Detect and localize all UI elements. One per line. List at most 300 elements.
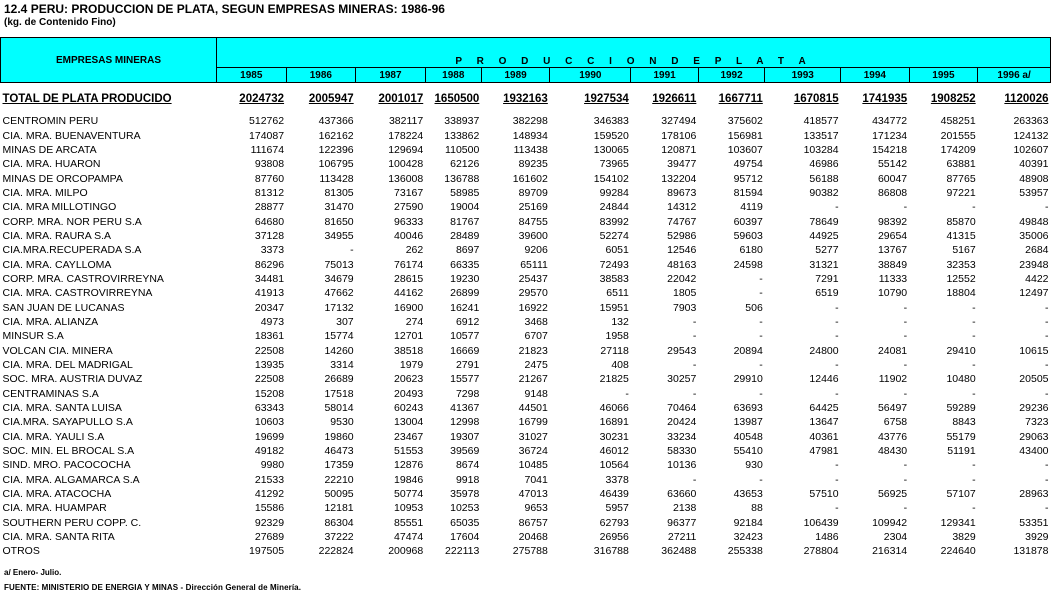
production-value: 22508 — [254, 344, 285, 357]
production-value: 16799 — [518, 416, 548, 429]
production-value: 40548 — [733, 430, 763, 443]
table-row — [1, 430, 1051, 444]
production-value: 28489 — [450, 229, 480, 242]
production-value: 161602 — [512, 172, 548, 185]
production-value: 46066 — [599, 402, 629, 415]
company-name: CENTRAMINAS S.A — [2, 387, 99, 400]
table-row — [1, 214, 1051, 228]
production-value: 434772 — [872, 115, 908, 128]
production-value: 81650 — [324, 215, 354, 228]
production-value: 3378 — [605, 473, 629, 486]
production-value: 48163 — [667, 258, 697, 271]
production-value: 327494 — [661, 115, 697, 128]
production-value: - — [759, 473, 763, 486]
total-value: 2001017 — [378, 93, 424, 105]
production-value: 16891 — [599, 416, 629, 429]
production-value: 4973 — [260, 315, 285, 328]
production-value: 74767 — [667, 215, 697, 228]
year-header: 1990 — [550, 68, 631, 83]
production-value: 2138 — [672, 502, 697, 515]
production-value: 46439 — [599, 488, 629, 501]
production-value: 224640 — [940, 545, 976, 558]
production-value: 57510 — [809, 488, 839, 501]
production-value: - — [835, 459, 839, 472]
production-value: 26956 — [599, 531, 629, 544]
table-row — [1, 344, 1051, 358]
production-value: 52274 — [599, 229, 629, 242]
company-name: CIA. MRA. DEL MADRIGAL — [2, 359, 133, 372]
production-value: 43400 — [1019, 445, 1049, 458]
production-value: 27211 — [667, 531, 697, 544]
production-value: 106439 — [803, 516, 839, 529]
production-value: 21533 — [254, 473, 285, 486]
company-name: MINAS DE ORCOPAMPA — [2, 172, 123, 185]
source-note: FUENTE: MINISTERIO DE ENERGIA Y MINAS - Dirección General de Minería. — [4, 583, 302, 592]
company-name: CIA. MRA. ALIANZA — [2, 315, 99, 328]
production-value: 48908 — [1019, 172, 1049, 185]
year-header: 1985 — [217, 68, 287, 83]
production-value: 23948 — [1019, 258, 1049, 271]
production-value: - — [692, 473, 697, 486]
production-value: 37222 — [324, 531, 354, 544]
production-value: 263363 — [1013, 115, 1049, 128]
production-value: 98392 — [877, 215, 908, 228]
production-value: 20468 — [518, 531, 548, 544]
company-name: CORP. MRA. NOR PERU S.A — [2, 215, 142, 228]
production-value: 62126 — [450, 158, 480, 171]
production-value: 56497 — [877, 402, 908, 415]
total-value: 1741935 — [862, 93, 908, 105]
year-header: 1995 — [909, 68, 978, 83]
production-value: 375602 — [727, 115, 763, 128]
company-name: CIA. MRA. MILPO — [2, 186, 88, 199]
production-value: 7903 — [672, 301, 697, 314]
production-value: 28615 — [394, 272, 424, 285]
production-value: 110500 — [445, 143, 480, 156]
production-value: 106795 — [318, 158, 354, 171]
production-value: 35978 — [450, 488, 480, 501]
company-name: MINAS DE ARCATA — [2, 143, 97, 156]
production-value: 22210 — [324, 473, 354, 486]
production-value: 7298 — [455, 387, 480, 400]
production-value: 1805 — [672, 287, 697, 300]
production-value: - — [692, 359, 697, 372]
production-value: 59603 — [733, 229, 763, 242]
production-value: - — [972, 459, 976, 472]
production-value: 24081 — [877, 344, 908, 357]
production-value: 58985 — [450, 186, 480, 199]
production-value: 24800 — [809, 344, 839, 357]
production-value: 46986 — [809, 158, 839, 171]
production-value: 136788 — [444, 172, 480, 185]
production-value: 86304 — [324, 516, 354, 529]
production-value: 73965 — [599, 158, 629, 171]
production-value: 129694 — [388, 143, 424, 156]
production-value: 3829 — [952, 531, 976, 544]
production-value: 113428 — [319, 172, 354, 185]
production-value: 84755 — [518, 215, 548, 228]
production-value: 132 — [611, 315, 629, 328]
production-value: 307 — [336, 315, 354, 328]
production-value: 88 — [751, 502, 763, 515]
production-value: 47474 — [394, 531, 424, 544]
company-name: SOC. MRA. AUSTRIA DUVAZ — [2, 373, 143, 386]
production-value: 34481 — [254, 272, 285, 285]
production-value: - — [759, 359, 763, 372]
production-value: - — [835, 301, 839, 314]
production-value: 55410 — [733, 445, 763, 458]
production-value: 10485 — [518, 459, 548, 472]
table-row — [1, 444, 1051, 458]
table-row — [1, 300, 1051, 314]
production-value: 65111 — [520, 258, 548, 271]
production-value: 24844 — [599, 201, 629, 214]
production-value: 162162 — [318, 129, 354, 142]
company-name: VOLCAN CIA. MINERA — [2, 344, 113, 357]
production-value: 362488 — [661, 545, 697, 558]
production-value: - — [835, 387, 839, 400]
production-value: - — [759, 287, 763, 300]
production-value: 130065 — [593, 143, 629, 156]
production-value: 23467 — [394, 430, 424, 443]
production-value: 51191 — [947, 445, 976, 458]
production-value: 21267 — [518, 373, 548, 386]
production-value: - — [972, 359, 976, 372]
year-header: 1988 — [425, 68, 481, 83]
table-row — [1, 501, 1051, 515]
table-row — [1, 401, 1051, 415]
production-value: 36724 — [518, 445, 548, 458]
table-row — [1, 387, 1051, 401]
production-value: 29910 — [733, 373, 763, 386]
table-row — [1, 114, 1051, 128]
production-value: 52986 — [667, 229, 697, 242]
production-value: 10603 — [254, 416, 285, 429]
production-value: 62793 — [599, 516, 629, 529]
production-value: 44925 — [809, 229, 839, 242]
production-value: 27689 — [254, 531, 285, 544]
production-value: 29570 — [518, 287, 548, 300]
production-value: 35006 — [1019, 229, 1049, 242]
production-value: 81767 — [450, 215, 480, 228]
production-value: 6180 — [739, 244, 763, 257]
production-value: 11333 — [878, 272, 908, 285]
production-value: 58330 — [667, 445, 697, 458]
production-value: 76174 — [394, 258, 424, 271]
production-value: - — [903, 301, 908, 314]
table-row — [1, 257, 1051, 271]
production-value: 13004 — [394, 416, 424, 429]
production-value: 72493 — [599, 258, 629, 271]
total-value: 2024732 — [239, 93, 285, 105]
production-value: 8697 — [455, 244, 480, 257]
production-value: 44501 — [518, 402, 548, 415]
production-value: 5957 — [605, 502, 629, 515]
production-value: 2684 — [1025, 244, 1049, 257]
production-value: 9918 — [455, 473, 480, 486]
company-column-header: EMPRESAS MINERAS — [1, 38, 217, 83]
production-value: 18361 — [254, 330, 285, 343]
company-name: CIA. MRA. SANTA LUISA — [2, 402, 122, 415]
production-value: 9653 — [524, 502, 548, 515]
production-value: - — [835, 330, 839, 343]
production-value: - — [903, 387, 908, 400]
production-value: 60397 — [733, 215, 763, 228]
production-value: 159520 — [593, 129, 629, 142]
table-row — [1, 243, 1051, 257]
table-row — [1, 358, 1051, 372]
production-value: 24598 — [733, 258, 763, 271]
production-value: 19230 — [450, 272, 480, 285]
production-value: 201555 — [940, 129, 976, 142]
production-value: 89235 — [518, 158, 548, 171]
production-value: 136008 — [388, 172, 424, 185]
production-value: 96377 — [667, 516, 697, 529]
production-value: 81305 — [324, 186, 354, 199]
production-value: 9206 — [524, 244, 548, 257]
production-value: 59289 — [946, 402, 976, 415]
production-value: 38518 — [394, 344, 424, 357]
production-value: 10615 — [1019, 344, 1049, 357]
production-value: 17132 — [324, 301, 354, 314]
production-value: 46012 — [599, 445, 629, 458]
production-value: 30231 — [599, 430, 629, 443]
production-value: 103607 — [727, 143, 763, 156]
production-value: 12446 — [809, 373, 839, 386]
production-value: - — [625, 387, 629, 400]
total-row — [1, 89, 1051, 107]
production-value: 6707 — [524, 330, 548, 343]
table-row — [1, 186, 1051, 200]
production-value: 506 — [745, 301, 763, 314]
table-row — [1, 516, 1051, 530]
production-value: 16241 — [450, 301, 480, 314]
production-value: 1958 — [605, 330, 629, 343]
production-value: - — [903, 502, 908, 515]
company-name: CIA.MRA.RECUPERADA S.A — [2, 244, 142, 257]
production-value: 200968 — [388, 545, 424, 558]
production-value: 87765 — [946, 172, 976, 185]
company-name: CENTROMIN PERU — [2, 115, 99, 128]
production-value: 26689 — [324, 373, 354, 386]
production-value: 60243 — [394, 402, 424, 415]
production-value: 21823 — [518, 344, 548, 357]
production-value: 109942 — [872, 516, 908, 529]
year-header: 1992 — [698, 68, 764, 83]
production-value: 8843 — [952, 416, 976, 429]
production-value: 20493 — [394, 387, 424, 400]
year-header: 1986 — [286, 68, 356, 83]
company-name: CIA. MRA. RAURA S.A — [2, 229, 112, 242]
production-value: - — [972, 301, 976, 314]
production-value: 43653 — [733, 488, 763, 501]
production-value: - — [835, 502, 839, 515]
production-value: 32423 — [733, 531, 763, 544]
production-value: 103284 — [803, 143, 839, 156]
production-value: 18804 — [946, 287, 976, 300]
production-value: 20424 — [667, 416, 697, 429]
production-value: 6051 — [605, 244, 629, 257]
production-header: P R O D U C C I O N D E P L A T A — [217, 38, 1051, 68]
company-name: CIA. MRA. CASTROVIRREYNA — [2, 287, 153, 300]
production-value: - — [1045, 387, 1049, 400]
production-value: 278804 — [803, 545, 839, 558]
table-row — [1, 171, 1051, 185]
production-value: - — [759, 315, 763, 328]
production-value: 38583 — [599, 272, 629, 285]
company-name: SIND. MRO. PACOCOCHA — [2, 459, 131, 472]
production-value: 83992 — [599, 215, 629, 228]
total-value: 1667711 — [718, 93, 763, 105]
table-row — [1, 200, 1051, 214]
company-name: CORP. MRA. CASTROVIRREYNA — [2, 272, 164, 285]
company-name: CIA. MRA MILLOTINGO — [2, 201, 117, 214]
production-value: 197505 — [249, 545, 285, 558]
production-value: - — [972, 473, 976, 486]
year-header: 1996 a/ — [978, 68, 1051, 83]
production-value: 222113 — [445, 545, 480, 558]
company-name: CIA. MRA. YAULI S.A — [2, 430, 105, 443]
production-value: 17359 — [324, 459, 354, 472]
production-value: 16669 — [450, 344, 480, 357]
production-value: 41315 — [946, 229, 976, 242]
production-value: 12181 — [324, 502, 354, 515]
production-value: - — [1045, 502, 1049, 515]
production-value: 41913 — [254, 287, 285, 300]
production-value: 65035 — [450, 516, 480, 529]
production-value: 171234 — [872, 129, 908, 142]
table-row — [1, 530, 1051, 544]
production-value: 8674 — [455, 459, 480, 472]
production-value: 86808 — [877, 186, 908, 199]
production-value: - — [972, 201, 976, 214]
production-value: 31027 — [518, 430, 548, 443]
company-name: CIA. MRA. ALGAMARCA S.A — [2, 473, 140, 486]
production-value: 6519 — [815, 287, 839, 300]
company-name: SOC. MIN. EL BROCAL S.A — [2, 445, 135, 458]
page-subtitle: (kg. de Contenido Fino) — [4, 17, 116, 28]
production-value: 382117 — [388, 115, 424, 128]
production-value: 92329 — [254, 516, 285, 529]
company-name: CIA. MRA. BUENAVENTURA — [2, 129, 141, 142]
company-name: MINSUR S.A — [2, 330, 64, 343]
production-value: 51553 — [394, 445, 424, 458]
production-value: 99284 — [599, 186, 629, 199]
production-value: 255338 — [727, 545, 763, 558]
production-value: 46473 — [324, 445, 354, 458]
production-value: 1486 — [815, 531, 839, 544]
production-value: 60047 — [877, 172, 908, 185]
production-value: 66335 — [450, 258, 480, 271]
production-value: 12546 — [667, 244, 697, 257]
total-value: 2005947 — [308, 93, 354, 105]
production-value: 156981 — [727, 129, 763, 142]
production-value: 89709 — [518, 186, 548, 199]
production-value: 437366 — [318, 115, 354, 128]
year-header: 1993 — [765, 68, 841, 83]
production-value: 275788 — [512, 545, 548, 558]
table-row — [1, 329, 1051, 343]
production-value: 3929 — [1025, 531, 1049, 544]
company-name: CIA. MRA. HUAMPAR — [2, 502, 107, 515]
production-value: 16900 — [394, 301, 424, 314]
production-value: - — [835, 359, 839, 372]
total-value: 1670815 — [793, 93, 839, 105]
production-value: - — [1045, 201, 1049, 214]
total-value: 1650500 — [434, 93, 480, 105]
production-value: 85551 — [394, 516, 424, 529]
production-value: 111674 — [250, 143, 285, 156]
production-value: 96333 — [394, 215, 424, 228]
production-value: - — [835, 201, 839, 214]
company-name: CIA. MRA. CAYLLOMA — [2, 258, 112, 271]
production-value: 50774 — [394, 488, 424, 501]
company-name: CIA. MRA. HUARON — [2, 158, 101, 171]
production-value: - — [903, 201, 908, 214]
total-value: 1120026 — [1004, 93, 1049, 105]
production-value: 133517 — [803, 129, 839, 142]
production-value: 47013 — [518, 488, 548, 501]
production-value: 47662 — [324, 287, 354, 300]
production-value: 44162 — [394, 287, 424, 300]
production-value: 17518 — [324, 387, 354, 400]
production-value: 174087 — [249, 129, 285, 142]
table-row — [1, 286, 1051, 300]
production-value: 122396 — [318, 143, 354, 156]
production-value: 3468 — [524, 315, 548, 328]
production-value: 90382 — [809, 186, 839, 199]
production-value: 37128 — [254, 229, 285, 242]
footnote: a/ Enero- Julio. — [4, 568, 62, 577]
production-value: 81594 — [733, 186, 763, 199]
production-value: 124132 — [1013, 129, 1049, 142]
production-value: 6912 — [455, 315, 480, 328]
production-value: 13935 — [254, 359, 285, 372]
production-value: 20623 — [394, 373, 424, 386]
production-value: - — [972, 387, 976, 400]
table-row — [1, 272, 1051, 286]
production-value: 30257 — [667, 373, 697, 386]
production-value: 25169 — [518, 201, 548, 214]
table-row — [1, 143, 1051, 157]
production-value: 15951 — [599, 301, 629, 314]
production-value: 9530 — [330, 416, 354, 429]
production-value: 7323 — [1025, 416, 1049, 429]
production-value: 2791 — [455, 359, 480, 372]
production-value: 31321 — [809, 258, 839, 271]
production-value: 408 — [611, 359, 629, 372]
production-value: 216314 — [872, 545, 908, 558]
production-value: 28877 — [254, 201, 285, 214]
production-value: - — [903, 359, 908, 372]
production-value: 154102 — [593, 172, 629, 185]
production-value: 87760 — [254, 172, 285, 185]
production-value: 1979 — [399, 359, 424, 372]
production-value: - — [972, 330, 976, 343]
production-value: 43776 — [877, 430, 908, 443]
production-value: 39569 — [450, 445, 480, 458]
total-value: 1927534 — [584, 93, 629, 105]
production-value: 174209 — [940, 143, 976, 156]
production-value: 29654 — [877, 229, 908, 242]
production-value: 26899 — [450, 287, 480, 300]
production-value: 27590 — [394, 201, 424, 214]
page-title: 12.4 PERU: PRODUCCION DE PLATA, SEGUN EMPRESAS MINERAS: 1986-96 — [4, 2, 445, 16]
production-value: 10790 — [877, 287, 908, 300]
production-table — [0, 37, 1051, 559]
production-value: 47981 — [809, 445, 839, 458]
table-row — [1, 487, 1051, 501]
